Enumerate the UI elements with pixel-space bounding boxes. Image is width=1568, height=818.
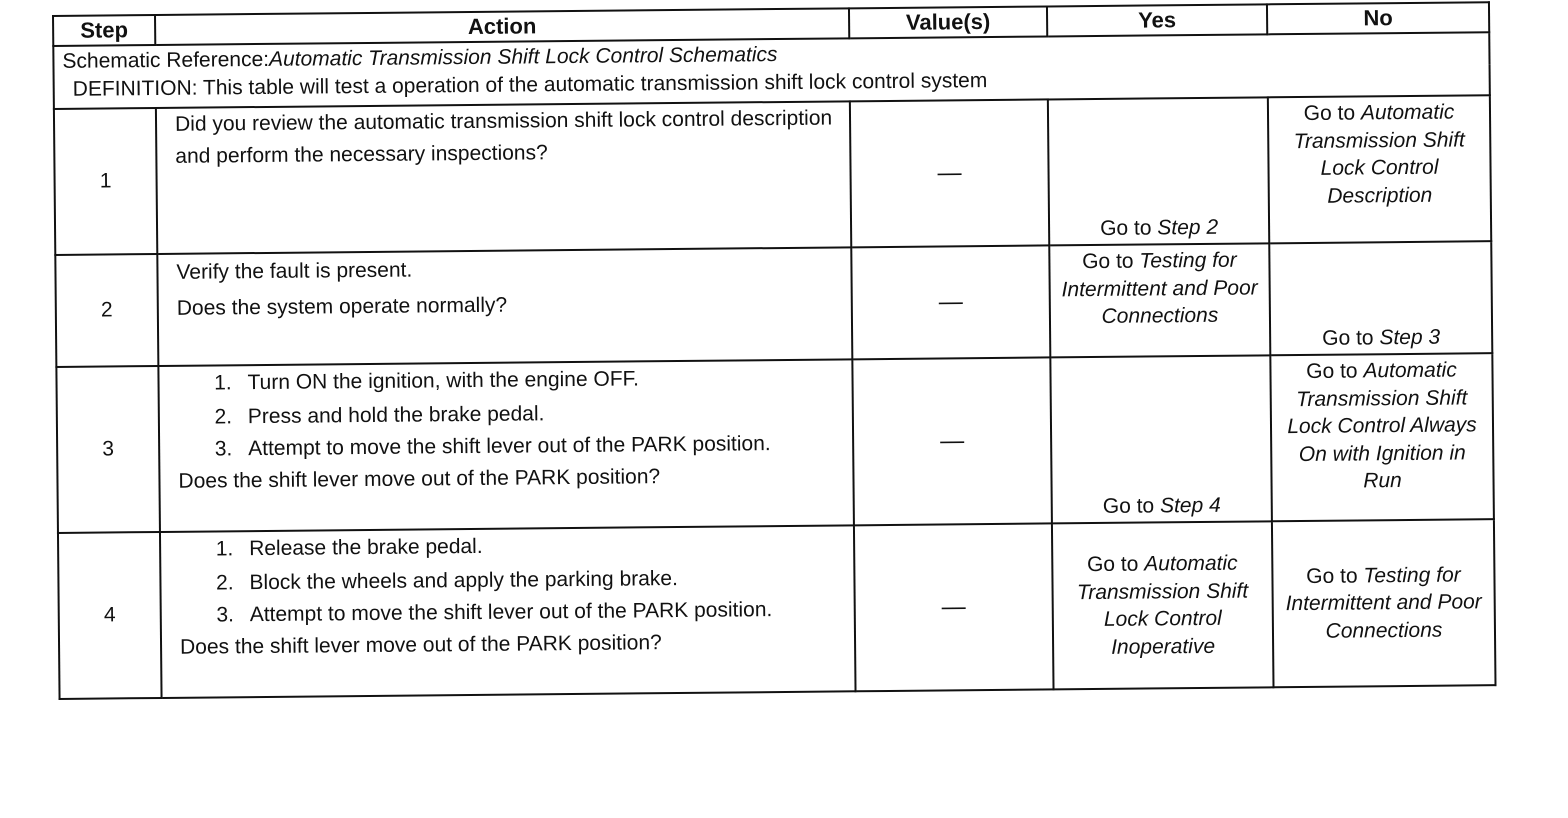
table-row (58, 519, 1496, 699)
diagnostic-table-sheet (52, 1, 1495, 700)
go-to-target: Testing for Intermittent and Poor Connections (1061, 248, 1258, 328)
action-step: 1. Turn ON the ignition, with the engine OFF. (237, 360, 841, 400)
header-values: Value(s) (849, 6, 1047, 38)
action-step: 2. Block the wheels and apply the parking brake. (239, 560, 843, 600)
value-cell: — (850, 99, 1049, 247)
diagnostic-table (52, 1, 1497, 700)
go-to-target: Step 4 (1159, 493, 1221, 517)
action-question: Does the shift lever move out of the PARK position? (178, 465, 661, 493)
action-instruction: Verify the fault is present. (176, 258, 413, 284)
go-to-prefix: Go to (1100, 215, 1152, 240)
go-to-prefix: Go to (1303, 101, 1356, 125)
yes-cell (1052, 521, 1274, 689)
no-cell (1272, 519, 1496, 687)
go-to-prefix: Go to (1306, 564, 1358, 588)
go-to-target: Automatic Transmission Shift Lock Control Inoperative (1076, 551, 1249, 659)
value-cell: — (851, 245, 1050, 359)
go-to-prefix: Go to (1306, 359, 1358, 383)
go-to-prefix: Go to (1086, 552, 1139, 577)
table-row (55, 241, 1492, 367)
action-question: Does the shift lever move out of the PARK position? (179, 631, 662, 659)
action-step: 1. Release the brake pedal. (239, 526, 843, 566)
yes-cell (1048, 97, 1269, 245)
go-to-target: Automatic Transmission Shift Lock Control Always On with Ignition in Run (1287, 358, 1477, 493)
header-action: Action (155, 8, 849, 45)
value-cell: — (854, 523, 1054, 691)
action-steps-list (177, 360, 842, 464)
action-cell (157, 247, 852, 366)
reference-label: Schematic Reference: (62, 47, 270, 73)
step-number: 4 (58, 532, 162, 699)
go-to-target: Step 3 (1379, 325, 1441, 349)
action-cell (158, 359, 854, 532)
action-step: 3. Attempt to move the shift lever out of the PARK position. (240, 594, 844, 630)
action-steps-list (179, 526, 844, 630)
action-cell (156, 101, 851, 254)
go-to-prefix: Go to (1082, 249, 1134, 274)
header-yes: Yes (1047, 4, 1267, 36)
yes-cell (1050, 355, 1272, 523)
no-cell (1270, 353, 1494, 521)
reference-link: Automatic Transmission Shift Lock Control Schematics (268, 43, 778, 71)
header-no: No (1267, 2, 1489, 34)
definition-text: DEFINITION: This table will test a operation of the automatic transmission shift lock control system (54, 64, 1490, 109)
table-row (54, 95, 1491, 255)
header-step: Step (53, 15, 155, 46)
action-step: 3. Attempt to move the shift lever out of the PARK position. (238, 428, 842, 464)
go-to-prefix: Go to (1102, 493, 1155, 518)
action-step: 2. Press and hold the brake pedal. (238, 394, 842, 434)
go-to-prefix: Go to (1322, 325, 1374, 350)
action-question: Did you review the automatic transmission shift lock control description and perform the necessary inspections? (174, 106, 833, 168)
action-question: Does the system operate normally? (176, 293, 508, 320)
no-cell (1269, 241, 1492, 355)
go-to-target: Automatic Transmission Shift Lock Control Description (1293, 100, 1465, 208)
step-number: 3 (56, 366, 160, 533)
value-cell: — (852, 357, 1052, 525)
go-to-target: Step 2 (1157, 215, 1219, 239)
no-cell (1268, 95, 1491, 243)
yes-cell (1049, 243, 1270, 357)
step-number: 2 (55, 254, 158, 367)
action-cell (160, 525, 856, 698)
step-number: 1 (54, 108, 157, 255)
table-row (56, 353, 1494, 533)
go-to-target: Testing for Intermittent and Poor Connections (1285, 563, 1482, 643)
